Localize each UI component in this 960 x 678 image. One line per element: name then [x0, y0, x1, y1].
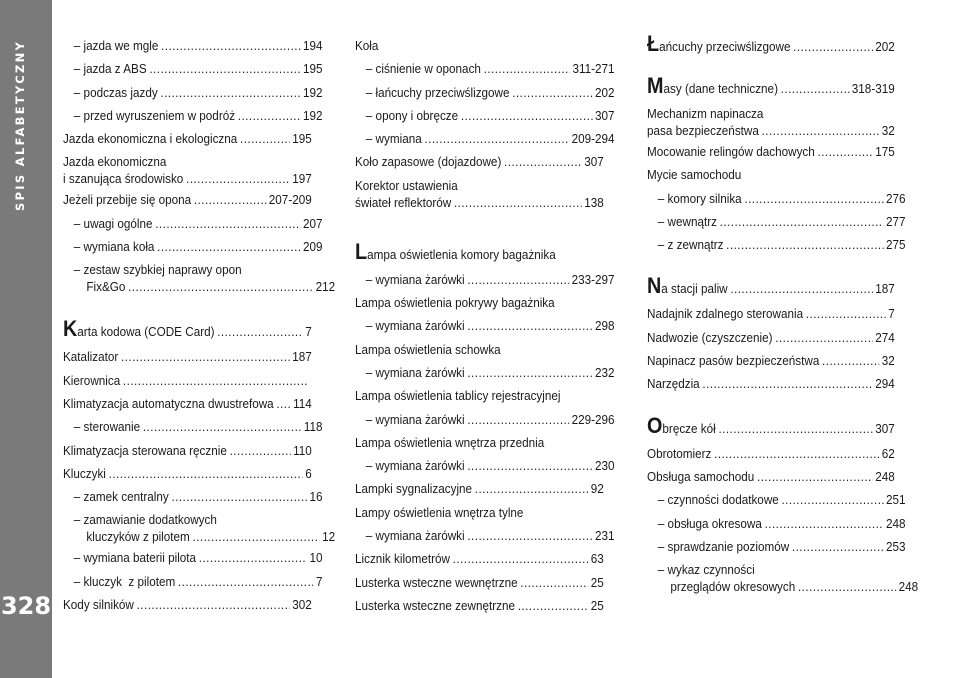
index-entry: Jeżeli przebije się opona ..... 207-209 [63, 188, 312, 211]
index-entry: Klimatyzacja sterowana ręcznie ..... 110 [63, 439, 312, 462]
letter-heading: K [63, 316, 78, 342]
index-entry-letter-l: Lampa oświetlenia komory bagażnika [355, 238, 556, 264]
index-entry: Narzędzia ..... 294 [647, 372, 895, 395]
index-entry: Koło zapasowe (dojazdowe) ..... 307 [355, 150, 604, 173]
index-heading: Lampa oświetlenia schowka [355, 341, 501, 357]
index-entry: Fix&Go ..... 212 [63, 278, 335, 296]
index-entry: – uwagi ogólne ..... 207 [63, 212, 323, 235]
section-title: SPIS ALFABETYCZNY [13, 40, 27, 212]
index-entry: Obsługa samochodu ..... 248 [647, 465, 895, 488]
index-column-2 [355, 34, 615, 617]
index-entry-line: Mechanizm napinacza [647, 106, 764, 121]
index-entry: – przed wyruszeniem w podróż ..... 192 [63, 104, 323, 127]
index-entry-line: – wykaz czynności [657, 562, 755, 578]
letter-heading: L [355, 238, 368, 264]
index-entry: Kierownica ..... [63, 369, 312, 392]
index-entry: – zamek centralny ..... 16 [63, 485, 323, 508]
index-column-1 [63, 34, 336, 616]
letter-heading: Ł [647, 31, 660, 56]
index-entry-letter-n: Na stacji paliw ..... 187 [647, 276, 895, 302]
index-heading: Lampa oświetlenia tablicy rejestracyjnej [355, 388, 561, 404]
index-entry: – wymiana koła ..... 209 [63, 235, 323, 258]
index-entry: – wymiana żarówki ..... 232 [355, 361, 615, 384]
index-heading: Mycie samochodu [647, 167, 742, 183]
index-entry: Nadwozie (czyszczenie) ..... 274 [647, 326, 895, 349]
index-entry: i szanująca środowisko ..... 197 [63, 170, 312, 188]
index-entry: – wymiana ..... 209-294 [355, 127, 615, 150]
index-entry: Licznik kilometrów ..... 63 [355, 547, 604, 570]
index-entry: Obrotomierz ..... 62 [647, 442, 895, 465]
index-entry: Klimatyzacja automatyczna dwustrefowa ..... 114 [63, 392, 312, 415]
letter-heading: O [647, 412, 663, 438]
index-entry: – z zewnątrz ..... 275 [647, 233, 906, 256]
page-number: 328 [0, 592, 52, 620]
index-entry: – kluczyk z pilotem ..... 7 [63, 570, 323, 593]
index-entry: Napinacz pasów bezpieczeństwa ..... 32 [647, 349, 895, 372]
index-entry: – podczas jazdy ..... 192 [63, 81, 323, 104]
index-entry: kluczyków z pilotem ..... 12 [63, 528, 335, 546]
index-heading: Lampa oświetlenia wnętrza przednia [355, 434, 545, 450]
index-entry: – sterowanie ..... 118 [63, 415, 323, 438]
index-entry: – czynności dodatkowe ..... 251 [647, 488, 906, 511]
index-heading: Lampa oświetlenia pokrywy bagażnika [355, 295, 555, 311]
index-entry: pasa bezpieczeństwa ..... 32 [647, 122, 895, 140]
index-entry: Mocowanie relingów dachowych ..... 175 [647, 140, 895, 163]
letter-heading: N [647, 273, 662, 299]
index-entry: – jazda we mgle ..... 194 [63, 34, 323, 57]
index-entry: Lampki sygnalizacyjne ..... 92 [355, 477, 604, 500]
index-entry: – wewnątrz ..... 277 [647, 210, 906, 233]
index-entry: – wymiana żarówki ..... 233-297 [355, 268, 615, 291]
index-entry-letter-k: Karta kodowa (CODE Card) ..... 7 [63, 319, 312, 345]
index-entry: Kluczyki ..... 6 [63, 462, 312, 485]
index-heading: Lampy oświetlenia wnętrza tylne [355, 504, 524, 520]
index-entry-line: – zamawianie dodatkowych [73, 512, 217, 528]
index-entry: – wymiana żarówki ..... 298 [355, 314, 615, 337]
index-entry: Lusterka wsteczne wewnętrzne ..... 25 [355, 571, 604, 594]
index-entry: – opony i obręcze ..... 307 [355, 104, 615, 127]
index-entry: – obsługa okresowa ..... 248 [647, 512, 906, 535]
index-entry: przeglądów okresowych ..... 248 [647, 578, 918, 596]
index-entry-line: Jazda ekonomiczna [63, 154, 167, 170]
letter-heading: M [647, 73, 664, 98]
index-entry: Jazda ekonomiczna i ekologiczna ..... 195 [63, 127, 312, 150]
index-entry: – wymiana żarówki ..... 230 [355, 454, 615, 477]
index-entry: Nadajnik zdalnego sterowania ..... 7 [647, 302, 895, 325]
index-entry: Kody silników ..... 302 [63, 593, 312, 616]
index-entry-line: Korektor ustawienia [355, 177, 458, 193]
index-entry-letter-o: Obręcze kół ..... 307 [647, 416, 895, 442]
index-entry-line: – zestaw szybkiej naprawy opon [73, 262, 242, 278]
index-entry-letter-l-stroke: Łańcuchy przeciwślizgowe ..... 202 [647, 34, 895, 60]
index-entry: Lusterka wsteczne zewnętrzne ..... 25 [355, 594, 604, 617]
index-column-3 [647, 31, 919, 596]
index-entry: – ciśnienie w oponach ..... 311-271 [355, 57, 615, 80]
index-entry: – łańcuchy przeciwślizgowe ..... 202 [355, 81, 615, 104]
index-entry: Katalizator ..... 187 [63, 345, 312, 368]
index-entry: – wymiana baterii pilota ..... 10 [63, 546, 323, 569]
index-entry: – jazda z ABS ..... 195 [63, 57, 323, 80]
index-heading: Koła [355, 38, 379, 53]
index-entry: – wymiana żarówki ..... 229-296 [355, 408, 615, 431]
sidebar [0, 0, 52, 678]
index-entry: – komory silnika ..... 276 [647, 187, 906, 210]
index-entry: – wymiana żarówki ..... 231 [355, 524, 615, 547]
index-entry: – sprawdzanie poziomów ..... 253 [647, 535, 906, 558]
index-entry-letter-m: Masy (dane techniczne) ..... 318-319 [647, 76, 895, 102]
index-entry: świateł reflektorów ..... 138 [355, 194, 604, 212]
